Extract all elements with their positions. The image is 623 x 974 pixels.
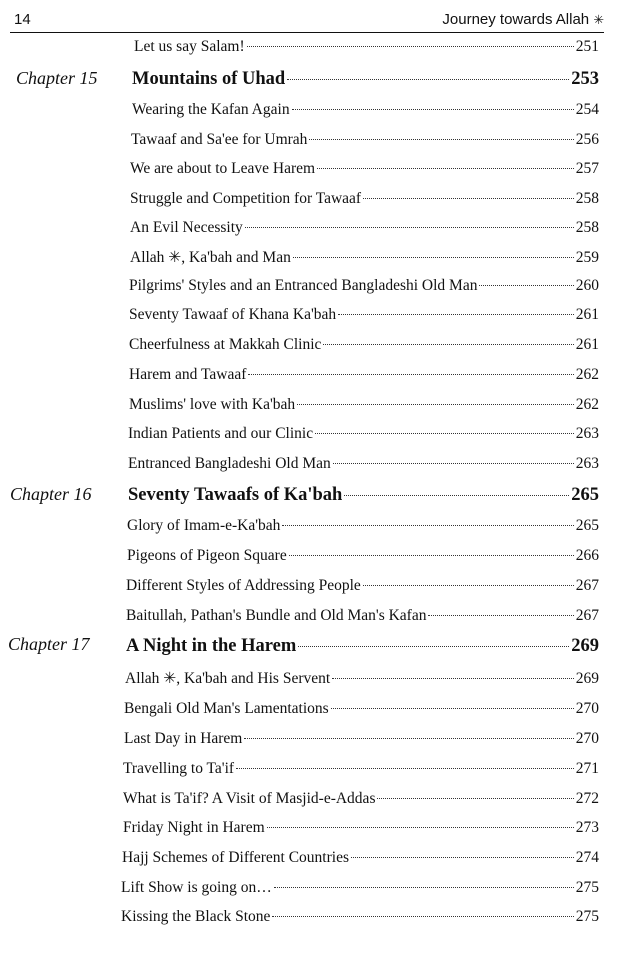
toc-entry-title: Seventy Tawaaf of Khana Ka'bah	[129, 306, 337, 323]
toc-entry-title: Entranced Bangladeshi Old Man	[128, 455, 331, 472]
toc-entry-title: Cheerfulness at Makkah Clinic	[129, 336, 322, 353]
page-number: 14	[14, 11, 31, 28]
dot-leader	[309, 138, 573, 140]
toc-entry-title: Allah ✳, Ka'bah and Man	[130, 249, 291, 266]
toc-entry-page: 269	[575, 670, 599, 687]
toc-entry-page: 261	[575, 336, 599, 353]
dot-leader	[267, 826, 574, 828]
chapter-15-label: Chapter 15	[16, 68, 98, 88]
toc-entry-title: Pilgrims' Styles and an Entranced Bangladeshi Old Man	[129, 277, 478, 294]
toc-entry	[128, 455, 599, 479]
toc-entry-page: 267	[575, 577, 599, 594]
toc-entry	[132, 101, 599, 125]
toc-entry	[126, 607, 599, 631]
dot-leader	[317, 167, 574, 169]
dot-leader	[428, 614, 573, 616]
toc-entry-page: 263	[575, 455, 599, 472]
dot-leader	[247, 45, 574, 47]
toc-entry-title: Lift Show is going on…	[121, 879, 272, 896]
dot-leader	[332, 677, 574, 679]
toc-entry	[129, 366, 599, 390]
toc-entry-page: 267	[575, 607, 599, 624]
toc-entry	[121, 879, 599, 903]
dot-leader	[315, 432, 574, 434]
toc-entry-page: 269	[571, 636, 599, 656]
dot-leader	[236, 767, 574, 769]
toc-entry-title: Last Day in Harem	[124, 730, 243, 747]
honorific-glyph: ✳	[593, 12, 604, 27]
dot-leader	[363, 197, 574, 199]
toc-entry	[123, 790, 599, 814]
toc-entry-title: Struggle and Competition for Tawaaf	[130, 190, 362, 207]
toc-entry-title: Mountains of Uhad	[132, 69, 286, 89]
toc-entry	[129, 306, 599, 330]
toc-entry-title: Tawaaf and Sa'ee for Umrah	[131, 131, 308, 148]
chapter-heading-entry	[132, 69, 599, 93]
dot-leader	[338, 313, 574, 315]
dot-leader	[245, 226, 574, 228]
toc-entry-page: 274	[575, 849, 599, 866]
toc-entry-title: A Night in the Harem	[126, 636, 297, 656]
chapter-heading-entry	[128, 485, 599, 509]
toc-entry-page: 266	[575, 547, 599, 564]
toc-entry-title: Harem and Tawaaf	[129, 366, 247, 383]
dot-leader	[287, 78, 569, 80]
toc-entry	[131, 131, 599, 155]
dot-leader	[351, 856, 574, 858]
toc-entry-page: 253	[571, 69, 599, 89]
toc-entry-page: 258	[575, 219, 599, 236]
dot-leader	[297, 403, 574, 405]
toc-entry-title: Baitullah, Pathan's Bundle and Old Man's Kafan	[126, 607, 427, 624]
toc-entry	[128, 425, 599, 449]
toc-entry-title: Indian Patients and our Clinic	[128, 425, 314, 442]
dot-leader	[272, 915, 573, 917]
toc-entry-page: 262	[575, 366, 599, 383]
toc-entry-page: 256	[575, 131, 599, 148]
dot-leader	[292, 108, 574, 110]
toc-entry	[122, 849, 599, 873]
toc-entry-page: 275	[575, 908, 599, 925]
dot-leader	[289, 554, 574, 556]
toc-entry-page: 258	[575, 190, 599, 207]
toc-entry-page: 271	[575, 760, 599, 777]
dot-leader	[244, 737, 573, 739]
toc-entry	[127, 517, 599, 541]
toc-entry	[125, 669, 599, 693]
dot-leader	[377, 797, 573, 799]
toc-entry-page: 261	[575, 306, 599, 323]
toc-entry	[126, 577, 599, 601]
toc-entry-page: 257	[575, 160, 599, 177]
page-header	[10, 10, 604, 33]
toc-entry-page: 270	[575, 700, 599, 717]
toc-entry-page: 275	[575, 879, 599, 896]
dot-leader	[248, 373, 573, 375]
running-title-text: Journey towards Allah	[442, 11, 590, 28]
toc-entry	[134, 38, 599, 62]
toc-entry-title: Glory of Imam-e-Ka'bah	[127, 517, 281, 534]
toc-entry-page: 254	[575, 101, 599, 118]
toc-entry-title: We are about to Leave Harem	[130, 160, 316, 177]
toc-entry	[124, 700, 599, 724]
toc-entry-title: Hajj Schemes of Different Countries	[122, 849, 349, 866]
chapter-16-label: Chapter 16	[10, 484, 92, 504]
toc-entry-page: 259	[575, 249, 599, 266]
toc-entry	[130, 219, 599, 243]
toc-entry-page: 270	[575, 730, 599, 747]
toc-entry-title: Allah ✳, Ka'bah and His Servent	[125, 670, 331, 687]
running-title	[442, 11, 604, 28]
toc-entry	[121, 908, 599, 932]
toc-entry-page: 262	[575, 396, 599, 413]
toc-entry-title: Wearing the Kafan Again	[132, 101, 290, 118]
toc-entry-page: 260	[575, 277, 599, 294]
toc-entry-title: Kissing the Black Stone	[121, 908, 271, 925]
toc-entry-page: 265	[575, 517, 599, 534]
toc-entry-page: 272	[575, 790, 599, 807]
toc-entry	[129, 277, 599, 301]
toc-entry	[129, 336, 599, 360]
toc-entry-page: 251	[575, 38, 599, 55]
toc-entry	[127, 547, 599, 571]
dot-leader	[274, 886, 574, 888]
dot-leader	[331, 707, 574, 709]
dot-leader	[282, 524, 573, 526]
toc-entry-title: Seventy Tawaafs of Ka'bah	[128, 485, 343, 505]
chapter-17-label: Chapter 17	[8, 634, 90, 654]
dot-leader	[344, 494, 569, 496]
toc-entry-title: Different Styles of Addressing People	[126, 577, 361, 594]
toc-entry-title: Friday Night in Harem	[123, 819, 265, 836]
toc-entry-title: Bengali Old Man's Lamentations	[124, 700, 329, 717]
dot-leader	[298, 645, 569, 647]
dot-leader	[363, 584, 574, 586]
toc-entry	[123, 819, 599, 843]
chapter-heading-entry	[126, 636, 599, 660]
toc-entry-page: 263	[575, 425, 599, 442]
toc-entry	[129, 396, 599, 420]
toc-entry-title: Muslims' love with Ka'bah	[129, 396, 296, 413]
dot-leader	[333, 462, 574, 464]
toc-entry	[123, 760, 599, 784]
toc-entry	[130, 248, 599, 272]
toc-entry-title: Let us say Salam!	[134, 38, 245, 55]
toc-entry	[124, 730, 599, 754]
toc-entry-title: Pigeons of Pigeon Square	[127, 547, 287, 564]
toc-entry	[130, 190, 599, 214]
dot-leader	[293, 256, 574, 258]
toc-entry-title: An Evil Necessity	[130, 219, 243, 236]
toc-entry-title: Travelling to Ta'if	[123, 760, 235, 777]
dot-leader	[323, 343, 573, 345]
toc-entry-page: 273	[575, 819, 599, 836]
toc-entry-page: 265	[571, 485, 599, 505]
toc-entry	[130, 160, 599, 184]
toc-entry-title: What is Ta'if? A Visit of Masjid-e-Addas	[123, 790, 376, 807]
dot-leader	[479, 284, 573, 286]
